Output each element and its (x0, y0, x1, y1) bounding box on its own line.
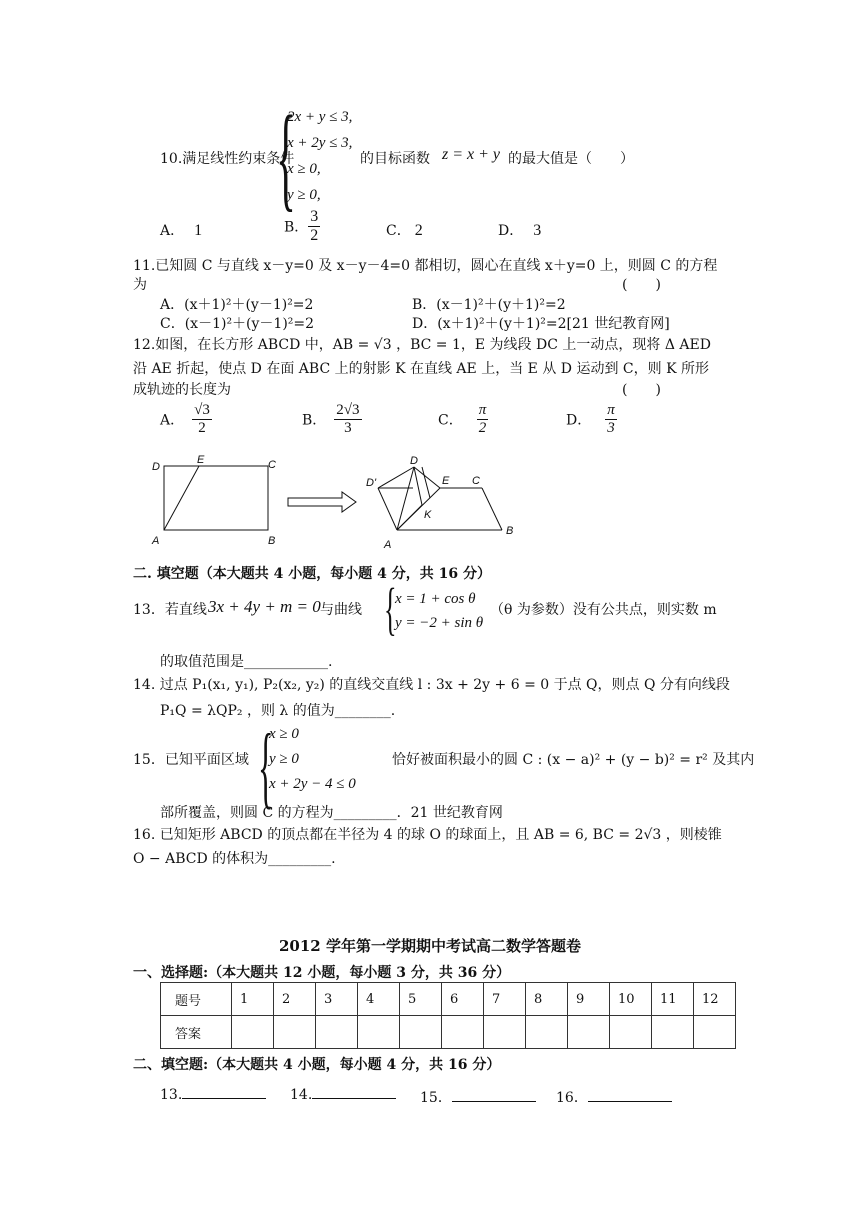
q12-paren: ( ) (622, 382, 661, 398)
answer-sheet-title: 2012 学年第一学期期中考试高二数学答题卷 (279, 937, 581, 955)
answer-table-num: 7 (484, 983, 526, 1016)
q12-line1: 12.如图，在长方形 ABCD 中，AB = √3 ，BC = 1，E 为线段 DC 上一动点，现将 Δ AED (133, 337, 711, 353)
answer-cell[interactable] (610, 1016, 652, 1049)
answer-cell[interactable] (442, 1016, 484, 1049)
q10-objective: z = x + y (442, 146, 501, 163)
fig-left-label-a: A (152, 535, 160, 547)
fig-left-label-b: B (268, 535, 276, 547)
q10-constraint-1: 2x + y ≤ 3, (287, 109, 353, 125)
q12-option-c: C． $\frac{\pi}{2}$ (438, 402, 487, 436)
fig-right-label-e: E (442, 475, 450, 487)
fig-right-label-c: C (472, 475, 480, 487)
answer-table-answer-label: 答案 (161, 1016, 232, 1049)
q12-line3: 成轨迹的长度为 (133, 382, 231, 398)
q15-suffix: 恰好被面积最小的圆 C : (x − a)² + (y − b)² = r² 及其内 (392, 752, 755, 768)
answer-cell[interactable] (526, 1016, 568, 1049)
answer-table-header-row (161, 983, 736, 1016)
q13-line2: 的取值范围是____________. (160, 654, 333, 670)
q10-constraint-4: y ≥ 0, (287, 187, 321, 203)
q11-paren: ( ) (622, 277, 661, 293)
answer-table-num: 5 (400, 983, 442, 1016)
q13-mid: 与曲线 (320, 602, 362, 618)
q16-line2: O − ABCD 的体积为_________. (133, 851, 336, 867)
q13-brace: { (384, 576, 397, 641)
answer-table-num: 3 (316, 983, 358, 1016)
q10-constraint-3: x ≥ 0, (287, 161, 321, 177)
fig-left-label-c: C (268, 459, 276, 471)
q13-suffix: （θ 为参数）没有公共点，则实数 m (490, 602, 717, 618)
q15-region (269, 722, 356, 797)
q10-suffix-a: 的目标函数 (360, 151, 430, 167)
answer-cell[interactable] (568, 1016, 610, 1049)
answer-cell[interactable] (232, 1016, 274, 1049)
q10-option-b: B． $\frac{3}{2}$ (284, 208, 319, 244)
answer-table-answer-row (161, 1016, 736, 1049)
q16-line1: 16. 已知矩形 ABCD 的顶点都在半径为 4 的球 O 的球面上，且 AB = 6, BC = 2√3 ，则棱锥 (133, 827, 722, 843)
answer-cell[interactable] (484, 1016, 526, 1049)
answer-table-num: 2 (274, 983, 316, 1016)
q15-line2: 部所覆盖，则圆 C 的方程为_________．21 世纪教育网 (160, 805, 503, 821)
q12-line2: 沿 AE 折起，使点 D 在面 ABC 上的射影 K 在直线 AE 上，当 E 从 D 运动到 C，则 K 所形 (133, 361, 709, 377)
blank-16[interactable]: 16． (556, 1087, 672, 1107)
answer-table-num: 6 (442, 983, 484, 1016)
answer-cell[interactable] (358, 1016, 400, 1049)
q12-option-d: D． $\frac{\pi}{3}$ (566, 402, 615, 436)
q11-option-a: A．(x＋1)²＋(y－1)²=2 (160, 297, 314, 313)
answer-table-num: 1 (232, 983, 274, 1016)
answer-table-num: 10 (610, 983, 652, 1016)
fig-right-label-d-prime: D' (366, 477, 377, 489)
section2-title: 二. 填空题（本大题共 4 小题，每小题 4 分，共 16 分） (133, 566, 491, 582)
blank-15[interactable]: 15． (420, 1087, 536, 1107)
answer-cell[interactable] (316, 1016, 358, 1049)
q10-option-c: C． 2 (386, 222, 423, 239)
q13-line-eq: 3x + 4y + m = 0 (208, 597, 321, 616)
answer-cell[interactable] (694, 1016, 736, 1049)
fig-right-label-d: D (410, 455, 418, 467)
answer-cell[interactable] (652, 1016, 694, 1049)
answer-sheet-section1: 一、选择题:（本大题共 12 小题，每小题 3 分，共 36 分） (133, 965, 511, 981)
q15-brace: { (258, 715, 274, 817)
blank-14[interactable]: 14. (290, 1087, 396, 1103)
answer-cell[interactable] (400, 1016, 442, 1049)
q15-region-3: x + 2y − 4 ≤ 0 (269, 776, 356, 792)
q15-region-1: x ≥ 0 (269, 726, 299, 742)
answer-table-head-label: 题号 (161, 983, 232, 1016)
answer-table-num: 4 (358, 983, 400, 1016)
answer-sheet-section2: 二、填空题:（本大题共 4 小题，每小题 4 分，共 16 分） (133, 1057, 501, 1073)
q10-option-d: D． 3 (498, 222, 542, 239)
q15-region-2: y ≥ 0 (269, 751, 299, 767)
q13-prefix: 13．若直线 (133, 602, 207, 618)
q12-option-b: B． $\frac{2√3}{3}$ (302, 402, 360, 436)
q10-constraint-2: x + 2y ≤ 3, (287, 135, 353, 151)
answer-cell[interactable] (274, 1016, 316, 1049)
q12-figure (0, 450, 860, 550)
q10-option-a: A． 1 (160, 222, 203, 239)
answer-table-num: 11 (652, 983, 694, 1016)
fig-right-label-k: K (424, 509, 432, 521)
fig-right-label-b: B (506, 525, 514, 537)
q14-line1: 14. 过点 P₁(x₁, y₁), P₂(x₂, y₂) 的直线交直线 l : 3x + 2y + 6 = 0 于点 Q，则点 Q 分有向线段 (133, 677, 730, 693)
fig-left-label-e: E (197, 454, 205, 466)
q10-suffix-b: 的最大值是（ ） (508, 151, 634, 167)
q14-line2: P₁Q = λQP₂ ，则 λ 的值为________. (160, 703, 396, 719)
q15-prefix: 15．已知平面区域 (133, 752, 249, 768)
blank-13[interactable]: 13. (160, 1087, 266, 1103)
answer-table-num: 12 (694, 983, 736, 1016)
q10-constraints (287, 104, 352, 208)
q13-param-x: x = 1 + cos θ (395, 591, 476, 607)
q11-option-d: D．(x＋1)²＋(y＋1)²=2[21 世纪教育网] (412, 316, 670, 332)
q11-line2: 为 (133, 277, 147, 293)
q11-option-b: B．(x－1)²＋(y＋1)²=2 (412, 297, 566, 313)
q10-brace: { (276, 91, 296, 222)
q12-option-a: A． $\frac{√3}{2}$ (160, 402, 210, 436)
q10-prefix: 10.满足线性约束条件 (160, 151, 295, 167)
fig-right-label-a: A (384, 539, 392, 550)
fig-left-label-d: D (152, 461, 160, 473)
answer-table (160, 982, 736, 1049)
q11-option-c: C．(x－1)²＋(y－1)²=2 (160, 316, 315, 332)
q13-param (395, 587, 483, 635)
answer-table-num: 9 (568, 983, 610, 1016)
q11-line1: 11.已知圆 C 与直线 x－y=0 及 x－y－4=0 都相切，圆心在直线 x＋y=0 上，则圆 C 的方程 (133, 258, 718, 274)
answer-table-num: 8 (526, 983, 568, 1016)
q13-param-y: y = −2 + sin θ (395, 615, 484, 631)
